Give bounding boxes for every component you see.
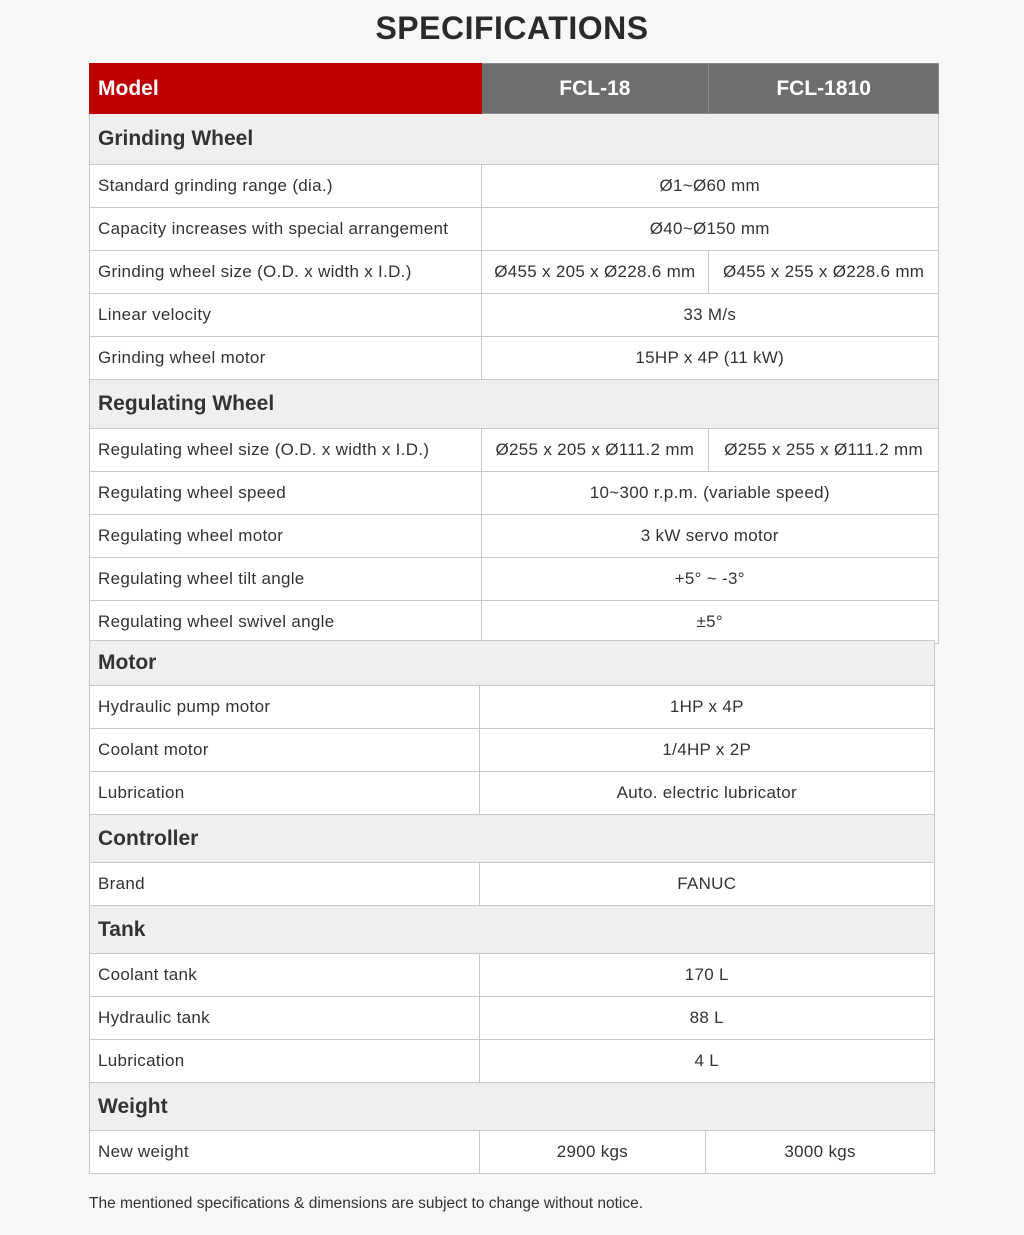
section-motor <box>90 641 935 686</box>
row-label: Hydraulic tank <box>90 997 480 1040</box>
row-value-fcl-18: 2900 kgs <box>479 1131 706 1174</box>
row-label: Coolant tank <box>90 954 480 997</box>
spec-table-lower <box>89 640 935 1174</box>
row-label: Regulating wheel swivel angle <box>90 601 482 644</box>
row-label: Coolant motor <box>90 729 480 772</box>
table-row <box>90 1131 935 1174</box>
page-title: SPECIFICATIONS <box>375 10 649 46</box>
row-value: 3 kW servo motor <box>481 515 938 558</box>
table-row <box>90 429 939 472</box>
row-value-fcl-18: Ø455 x 205 x Ø228.6 mm <box>481 251 709 294</box>
row-label: Standard grinding range (dia.) <box>90 165 482 208</box>
table-row <box>90 1040 935 1083</box>
row-value: 88 L <box>479 997 934 1040</box>
row-label: Regulating wheel tilt angle <box>90 558 482 601</box>
row-label: Hydraulic pump motor <box>90 686 480 729</box>
model-fcl-18-header: FCL-18 <box>481 64 709 114</box>
table-row <box>90 208 939 251</box>
table-row <box>90 251 939 294</box>
row-value: 15HP x 4P (11 kW) <box>481 337 938 380</box>
row-label: Lubrication <box>90 772 480 815</box>
table-row <box>90 772 935 815</box>
table-row <box>90 472 939 515</box>
row-label: Brand <box>90 863 480 906</box>
table-row <box>90 997 935 1040</box>
section-weight <box>90 1083 935 1131</box>
row-label: New weight <box>90 1131 480 1174</box>
row-value: 170 L <box>479 954 934 997</box>
row-value: 1HP x 4P <box>479 686 934 729</box>
row-label: Linear velocity <box>90 294 482 337</box>
row-value: 10~300 r.p.m. (variable speed) <box>481 472 938 515</box>
row-label: Regulating wheel motor <box>90 515 482 558</box>
section-grinding-wheel <box>90 114 939 165</box>
row-label: Capacity increases with special arrangement <box>90 208 482 251</box>
row-label: Grinding wheel motor <box>90 337 482 380</box>
section-heading: Regulating Wheel <box>90 380 939 429</box>
table-row <box>90 337 939 380</box>
section-heading: Grinding Wheel <box>90 114 939 165</box>
row-value-fcl-18: Ø255 x 205 x Ø111.2 mm <box>481 429 709 472</box>
section-heading: Tank <box>90 906 935 954</box>
row-label: Lubrication <box>90 1040 480 1083</box>
row-value: Auto. electric lubricator <box>479 772 934 815</box>
table-row <box>90 515 939 558</box>
model-fcl-1810-header: FCL-1810 <box>709 64 939 114</box>
row-value: FANUC <box>479 863 934 906</box>
row-value: +5° ~ -3° <box>481 558 938 601</box>
row-value: ±5° <box>481 601 938 644</box>
section-regulating-wheel <box>90 380 939 429</box>
table-row <box>90 558 939 601</box>
section-heading: Motor <box>90 641 935 686</box>
section-controller <box>90 815 935 863</box>
section-heading: Controller <box>90 815 935 863</box>
section-heading: Weight <box>90 1083 935 1131</box>
table-row <box>90 729 935 772</box>
spec-table-upper <box>89 63 939 644</box>
table-row <box>90 686 935 729</box>
row-value: 33 M/s <box>481 294 938 337</box>
row-value-fcl-1810: Ø455 x 255 x Ø228.6 mm <box>709 251 939 294</box>
row-value: Ø40~Ø150 mm <box>481 208 938 251</box>
row-label: Grinding wheel size (O.D. x width x I.D.) <box>90 251 482 294</box>
table-row <box>90 165 939 208</box>
row-value: 1/4HP x 2P <box>479 729 934 772</box>
table-header-row <box>90 64 939 114</box>
table-row <box>90 954 935 997</box>
row-value: 4 L <box>479 1040 934 1083</box>
table-row <box>90 601 939 644</box>
row-label: Regulating wheel speed <box>90 472 482 515</box>
footnote: The mentioned specifications & dimensions are subject to change without notice. <box>89 1195 644 1212</box>
table-row <box>90 863 935 906</box>
row-value-fcl-1810: Ø255 x 255 x Ø111.2 mm <box>709 429 939 472</box>
table-row <box>90 294 939 337</box>
row-value-fcl-1810: 3000 kgs <box>706 1131 935 1174</box>
row-label: Regulating wheel size (O.D. x width x I.D.) <box>90 429 482 472</box>
section-tank <box>90 906 935 954</box>
model-header-cell: Model <box>90 64 482 114</box>
row-value: Ø1~Ø60 mm <box>481 165 938 208</box>
